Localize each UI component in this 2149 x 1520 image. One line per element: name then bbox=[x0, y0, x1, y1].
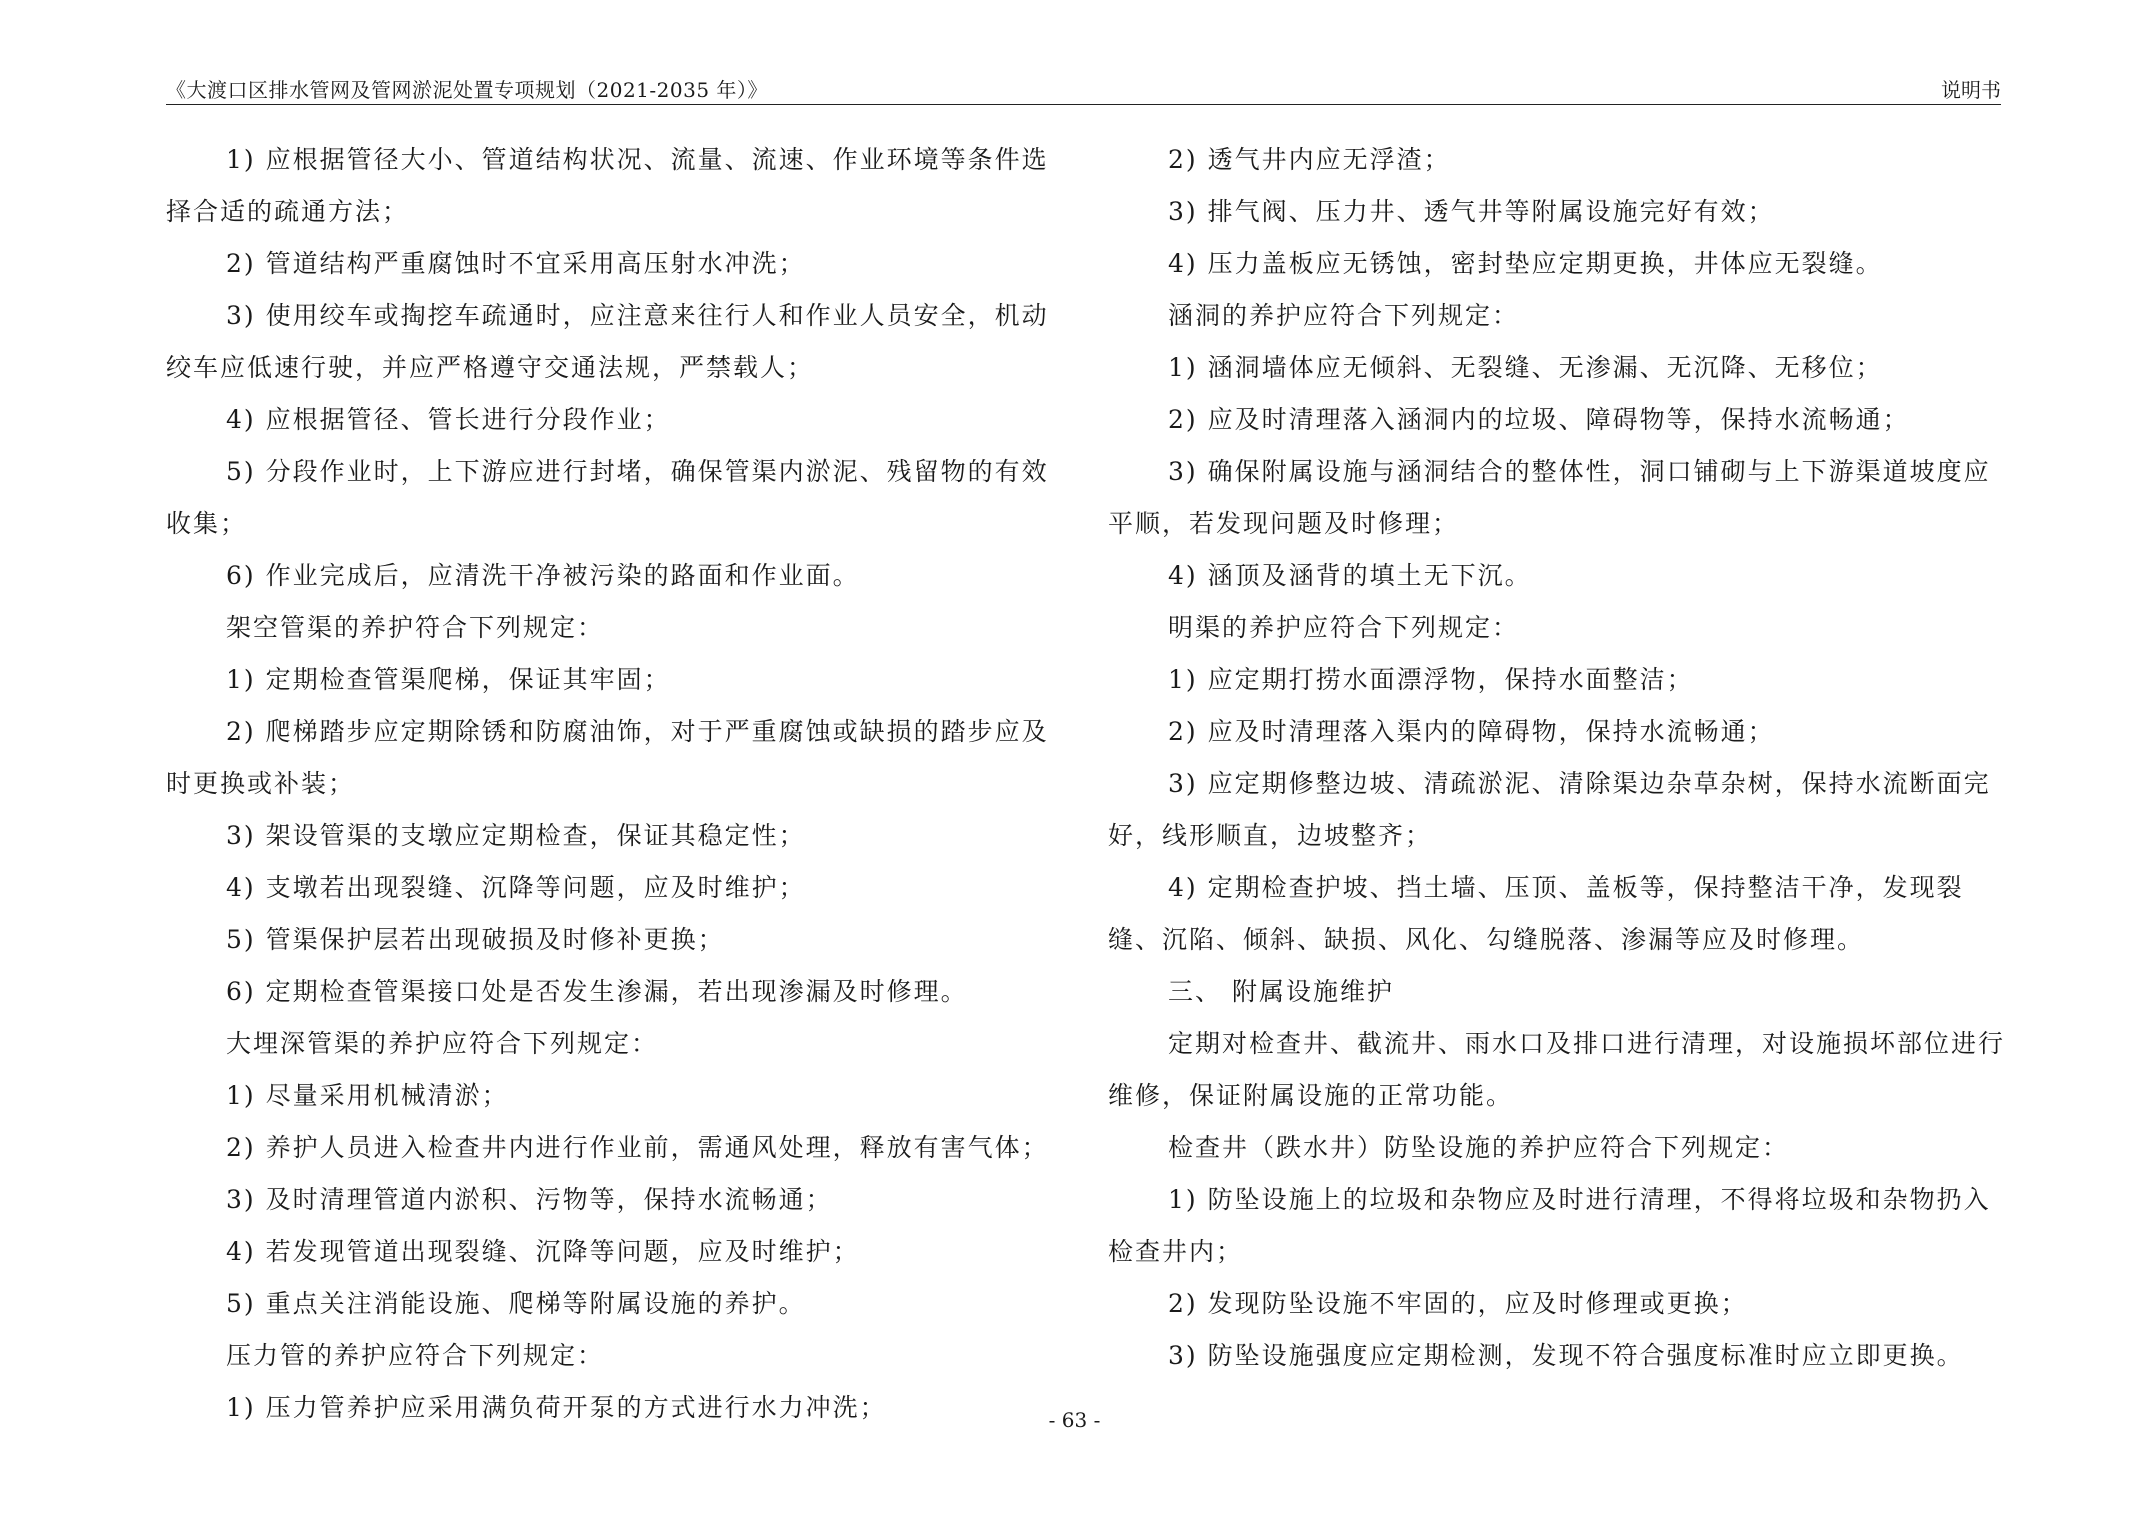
paragraph: 3) 架设管渠的支墩应定期检查，保证其稳定性； bbox=[226, 821, 806, 850]
paragraph: 1) 涵洞墙体应无倾斜、无裂缝、无渗漏、无沉降、无移位； bbox=[1168, 353, 1883, 382]
paragraph: 4) 涵顶及涵背的填土无下沉。 bbox=[1168, 561, 1532, 590]
paragraph: 架空管渠的养护符合下列规定： bbox=[226, 613, 605, 642]
paragraph: 3) 应定期修整边坡、清疏淤泥、清除渠边杂草杂树，保持水流断面完好，线形顺直，边坡整齐； bbox=[1108, 769, 1991, 850]
paragraph: 检查井（跌水井）防坠设施的养护应符合下列规定： bbox=[1168, 1133, 1790, 1162]
document-title: 《大渡口区排水管网及管网淤泥处置专项规划（2021-2035 年）》 bbox=[166, 78, 768, 102]
paragraph: 定期对检查井、截流井、雨水口及排口进行清理，对设施损坏部位进行维修，保证附属设施的正常功能。 bbox=[1108, 1029, 2006, 1110]
paragraph: 压力管的养护应符合下列规定： bbox=[226, 1341, 605, 1370]
paragraph: 4) 应根据管径、管长进行分段作业； bbox=[226, 405, 671, 434]
paragraph: 2) 透气井内应无浮渣； bbox=[1168, 145, 1451, 174]
paragraph: 4) 若发现管道出现裂缝、沉降等问题，应及时维护； bbox=[226, 1237, 860, 1266]
paragraph: 1) 定期检查管渠爬梯，保证其牢固； bbox=[226, 665, 671, 694]
paragraph: 3) 及时清理管道内淤积、污物等，保持水流畅通； bbox=[226, 1185, 833, 1214]
paragraph: 4) 定期检查护坡、挡土墙、压顶、盖板等，保持整洁干净，发现裂缝、沉陷、倾斜、缺损、风化、勾缝脱落、渗漏等应及时修理。 bbox=[1108, 873, 1964, 954]
paragraph: 1) 应定期打捞水面漂浮物，保持水面整洁； bbox=[1168, 665, 1694, 694]
paragraph: 2) 爬梯踏步应定期除锈和防腐油饰，对于严重腐蚀或缺损的踏步应及时更换或补装； bbox=[166, 717, 1049, 798]
paragraph: 6) 定期检查管渠接口处是否发生渗漏，若出现渗漏及时修理。 bbox=[226, 977, 968, 1006]
paragraph: 1) 应根据管径大小、管道结构状况、流量、流速、作业环境等条件选择合适的疏通方法； bbox=[166, 145, 1049, 226]
paragraph: 6) 作业完成后，应清洗干净被污染的路面和作业面。 bbox=[226, 561, 860, 590]
section-label: 说明书 bbox=[1941, 78, 2001, 102]
paragraph: 大埋深管渠的养护应符合下列规定： bbox=[226, 1029, 659, 1058]
page-number: - 63 - bbox=[1048, 1408, 1101, 1432]
paragraph: 1) 防坠设施上的垃圾和杂物应及时进行清理，不得将垃圾和杂物扔入检查井内； bbox=[1108, 1185, 1991, 1266]
paragraph: 4) 压力盖板应无锈蚀，密封垫应定期更换，井体应无裂缝。 bbox=[1168, 249, 1883, 278]
paragraph: 5) 管渠保护层若出现破损及时修补更换； bbox=[226, 925, 725, 954]
paragraph: 5) 分段作业时，上下游应进行封堵，确保管渠内淤泥、残留物的有效收集； bbox=[166, 457, 1049, 538]
paragraph: 2) 应及时清理落入涵洞内的垃圾、障碍物等，保持水流畅通； bbox=[1168, 405, 1910, 434]
paragraph: 3) 排气阀、压力井、透气井等附属设施完好有效； bbox=[1168, 197, 1775, 226]
paragraph: 1) 压力管养护应采用满负荷开泵的方式进行水力冲洗； bbox=[226, 1393, 887, 1422]
paragraph: 3) 确保附属设施与涵洞结合的整体性，洞口铺砌与上下游渠道坡度应平顺，若发现问题及时修理； bbox=[1108, 457, 1991, 538]
paragraph: 3) 使用绞车或掏挖车疏通时，应注意来往行人和作业人员安全，机动绞车应低速行驶，并应严格遵守交通法规，严禁载人； bbox=[166, 301, 1049, 382]
paragraph: 2) 发现防坠设施不牢固的，应及时修理或更换； bbox=[1168, 1289, 1748, 1318]
paragraph: 4) 支墩若出现裂缝、沉降等问题，应及时维护； bbox=[226, 873, 806, 902]
right-column bbox=[1108, 134, 2008, 1382]
paragraph: 2) 养护人员进入检查井内进行作业前，需通风处理，释放有害气体； bbox=[226, 1133, 1049, 1162]
left-column bbox=[166, 134, 1072, 1434]
section-heading: 三、 附属设施维护 bbox=[1168, 977, 1394, 1006]
paragraph: 3) 防坠设施强度应定期检测，发现不符合强度标准时应立即更换。 bbox=[1168, 1341, 1964, 1370]
paragraph: 5) 重点关注消能设施、爬梯等附属设施的养护。 bbox=[226, 1289, 806, 1318]
paragraph: 明渠的养护应符合下列规定： bbox=[1168, 613, 1520, 642]
header-divider bbox=[166, 104, 2001, 105]
paragraph: 2) 管道结构严重腐蚀时不宜采用高压射水冲洗； bbox=[226, 249, 806, 278]
paragraph: 2) 应及时清理落入渠内的障碍物，保持水流畅通； bbox=[1168, 717, 1775, 746]
paragraph: 1) 尽量采用机械清淤； bbox=[226, 1081, 509, 1110]
paragraph: 涵洞的养护应符合下列规定： bbox=[1168, 301, 1520, 330]
